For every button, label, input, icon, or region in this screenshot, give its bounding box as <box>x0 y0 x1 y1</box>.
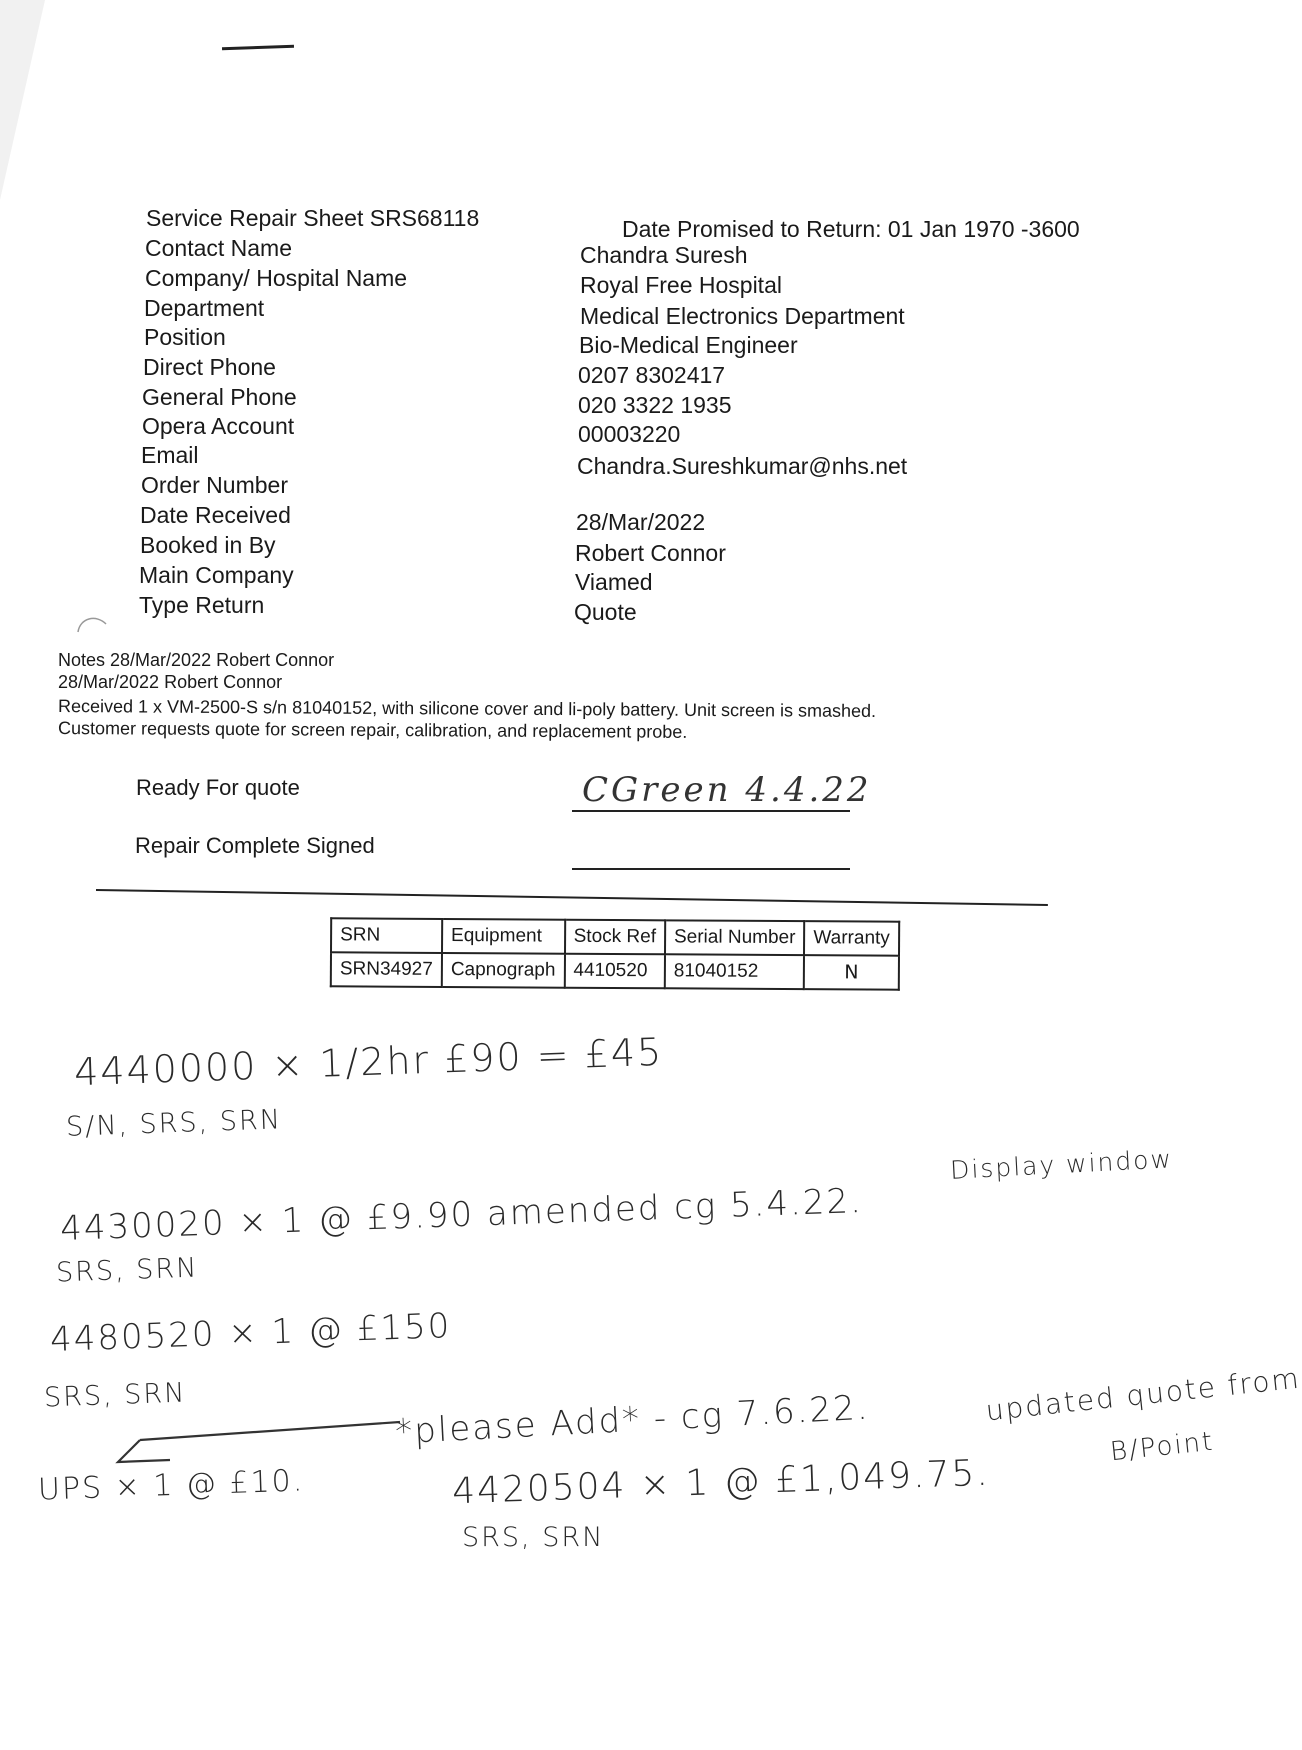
value-type-return: Quote <box>574 599 637 625</box>
label-type-return: Type Return <box>139 592 265 618</box>
notes-line-2: 28/Mar/2022 Robert Connor <box>58 672 283 692</box>
label-department: Department <box>144 295 265 321</box>
ready-signature-line <box>572 810 850 812</box>
value-general-phone: 020 3322 1935 <box>578 392 732 418</box>
sheet-title: Service Repair Sheet SRS68118 <box>146 205 480 231</box>
value-department: Medical Electronics Department <box>580 303 905 329</box>
label-direct-phone: Direct Phone <box>143 354 276 380</box>
value-booked-in-by: Robert Connor <box>575 540 726 566</box>
header-serial-number: Serial Number <box>665 920 805 955</box>
value-company: Royal Free Hospital <box>580 272 782 298</box>
handwritten-line-1: 4440000 × 1/2hr £90 = £45 <box>73 1029 664 1095</box>
notes-line-3: Received 1 x VM-2500-S s/n 81040152, with silicone cover and li-poly battery. Unit screen is smashed. <box>57 696 877 721</box>
label-order-number: Order Number <box>141 472 288 498</box>
cell-stock-ref: 4410520 <box>564 954 665 989</box>
table-header-row <box>331 918 899 955</box>
label-email: Email <box>141 442 199 468</box>
notes-line-1: Notes 28/Mar/2022 Robert Connor <box>58 650 335 670</box>
handwritten-line-1-sub: S/N, SRS, SRN <box>65 1104 283 1143</box>
repair-complete-label: Repair Complete Signed <box>135 833 375 858</box>
value-email: Chandra.Sureshkumar@nhs.net <box>577 453 908 479</box>
handwritten-line-3-sub: SRS, SRN <box>43 1377 187 1414</box>
value-position: Bio-Medical Engineer <box>579 332 798 358</box>
label-company: Company/ Hospital Name <box>145 265 408 291</box>
value-main-company: Viamed <box>575 569 653 595</box>
handwritten-line-4: 4420504 × 1 @ £1,049.75. <box>451 1452 991 1513</box>
ready-for-quote-label: Ready For quote <box>136 775 300 800</box>
section-divider <box>96 889 1048 906</box>
header-warranty: Warranty <box>804 921 899 956</box>
table-row <box>331 952 899 989</box>
label-position: Position <box>144 324 226 350</box>
value-direct-phone: 0207 8302417 <box>578 362 726 388</box>
cell-srn: SRN34927 <box>331 952 442 987</box>
cell-equipment: Capnograph <box>442 953 565 988</box>
handwritten-line-2-sub: SRS, SRN <box>55 1252 199 1289</box>
label-booked-in-by: Booked in By <box>140 532 276 558</box>
label-main-company: Main Company <box>139 562 294 588</box>
handwritten-bpoint: B/Point <box>1108 1426 1216 1468</box>
header-stock-ref: Stock Ref <box>565 920 666 955</box>
equipment-table <box>330 917 900 990</box>
cell-warranty: N <box>804 955 899 990</box>
header-srn: SRN <box>331 918 442 953</box>
ready-signature: CGreen 4.4.22 <box>582 770 872 810</box>
pen-mark <box>222 45 294 51</box>
value-date-received: 28/Mar/2022 <box>576 509 706 535</box>
handwritten-ups: UPS × 1 @ £10. <box>37 1463 305 1508</box>
label-date-received: Date Received <box>140 502 291 528</box>
page-corner-fold <box>0 0 45 200</box>
repair-complete-signature-line <box>572 868 850 870</box>
handwritten-display-window: Display window <box>949 1144 1174 1185</box>
handwritten-line-4-sub: SRS, SRN <box>462 1522 605 1553</box>
handwritten-line-2: 4430020 × 1 @ £9.90 amended cg 5.4.22. <box>59 1180 864 1250</box>
cell-serial-number: 81040152 <box>665 954 805 989</box>
label-contact-name: Contact Name <box>145 235 293 261</box>
handwritten-line-3: 4480520 × 1 @ £150 <box>49 1306 452 1360</box>
date-promised: Date Promised to Return: 01 Jan 1970 -3600 <box>622 216 1080 242</box>
notes-line-4: Customer requests quote for screen repair, calibration, and replacement probe. <box>57 718 688 742</box>
header-equipment: Equipment <box>442 919 565 954</box>
value-contact-name: Chandra Suresh <box>580 242 748 268</box>
handwritten-updated-quote: updated quote from <box>984 1361 1302 1428</box>
value-opera-account: 00003220 <box>578 421 681 447</box>
punch-hole-mark <box>74 610 110 640</box>
label-general-phone: General Phone <box>142 384 297 410</box>
handwritten-please-add: *please Add* - cg 7.6.22. <box>394 1387 871 1453</box>
label-opera-account: Opera Account <box>142 413 295 439</box>
